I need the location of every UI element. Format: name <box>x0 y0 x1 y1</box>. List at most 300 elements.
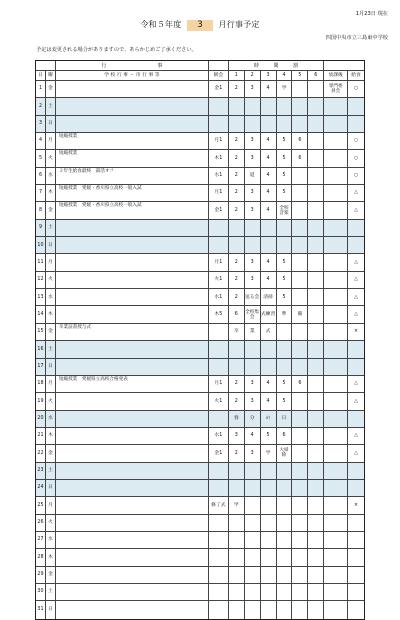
period-cell: 3 <box>245 376 261 392</box>
col-header-period-6: 6 <box>308 71 324 80</box>
events-cell <box>56 532 209 548</box>
period-cell: 2 <box>229 376 245 392</box>
period-cell <box>308 549 324 565</box>
period-cell <box>261 601 277 618</box>
after-school-cell <box>324 133 348 149</box>
group-blank <box>209 61 229 70</box>
period-cell <box>308 393 324 409</box>
col-header-period-4: 4 <box>277 71 293 80</box>
period-cell <box>308 376 324 392</box>
period-cell <box>308 168 324 184</box>
period-cell <box>308 445 324 461</box>
day-row <box>36 81 364 98</box>
group-blank <box>324 61 364 70</box>
events-cell <box>56 376 209 392</box>
col-header-after-school: 放課後 <box>324 71 348 80</box>
events-cell <box>56 254 209 270</box>
periods-group-header <box>229 61 325 70</box>
events-cell <box>56 445 209 461</box>
period-cell <box>229 359 245 375</box>
day-number: 10 <box>36 237 46 253</box>
day-of-week: 金 <box>46 202 56 218</box>
notice-text: 予定は変更される場合がありますので、あらかじめご了承ください。 <box>36 47 197 53</box>
day-number: 23 <box>36 463 46 479</box>
period-cell <box>308 584 324 600</box>
period-cell <box>308 497 324 513</box>
period-cell <box>245 601 261 618</box>
after-school-cell <box>324 567 348 583</box>
col-header-day: 日 <box>36 71 46 80</box>
morning-cell: 金1 <box>209 81 229 97</box>
events-cell <box>56 81 209 97</box>
morning-cell <box>209 567 229 583</box>
period-cell: 送る会 <box>245 289 261 305</box>
day-row <box>36 324 364 341</box>
day-number: 30 <box>36 584 46 600</box>
period-cell <box>292 324 308 340</box>
lunch-mark <box>348 98 364 114</box>
period-cell <box>229 341 245 357</box>
day-of-week: 火 <box>46 272 56 288</box>
period-cell: 式 <box>261 324 277 340</box>
period-cell <box>292 480 308 496</box>
period-cell <box>245 549 261 565</box>
period-cell <box>308 306 324 322</box>
day-of-week: 月 <box>46 133 56 149</box>
lunch-mark: △ <box>354 259 358 265</box>
events-cell <box>56 341 209 357</box>
event-text: 短縮授業 愛媛・香川県立高校一般入試 <box>58 186 142 192</box>
morning-cell: 火1 <box>209 272 229 288</box>
period-cell: 日 <box>277 411 293 427</box>
day-number: 28 <box>36 549 46 565</box>
period-cell: 4 <box>245 428 261 444</box>
period-cell <box>308 567 324 583</box>
period-cell <box>245 359 261 375</box>
period-cell: 2 <box>229 202 245 218</box>
day-of-week: 水 <box>46 411 56 427</box>
period-cell <box>229 220 245 236</box>
period-cell: の <box>261 411 277 427</box>
period-cell: 業 <box>245 324 261 340</box>
period-cell: 2 <box>229 445 245 461</box>
period-cell <box>292 289 308 305</box>
period-cell <box>245 220 261 236</box>
period-cell: 4 <box>261 393 277 409</box>
periods-group-char: 間 <box>273 63 279 69</box>
day-of-week: 水 <box>46 168 56 184</box>
col-header-morning: 朝会 <box>209 71 229 80</box>
period-cell <box>308 272 324 288</box>
lunch-mark <box>348 359 364 375</box>
period-cell <box>229 515 245 531</box>
day-row <box>36 220 364 237</box>
period-cell: 4 <box>261 185 277 201</box>
morning-cell <box>209 98 229 114</box>
period-cell: 5 <box>277 272 293 288</box>
events-cell <box>56 150 209 166</box>
day-number: 2 <box>36 98 46 114</box>
lunch-mark <box>348 116 364 132</box>
day-of-week: 火 <box>46 150 56 166</box>
events-group-char: 事 <box>157 63 163 69</box>
period-cell <box>308 237 324 253</box>
period-cell <box>292 411 308 427</box>
period-cell <box>292 272 308 288</box>
col-header-period-3: 3 <box>261 71 277 80</box>
period-cell <box>277 549 293 565</box>
period-text-line: 全校集 <box>245 309 260 315</box>
after-school-cell <box>324 445 348 461</box>
period-cell <box>229 567 245 583</box>
day-number: 7 <box>36 185 46 201</box>
period-cell <box>277 515 293 531</box>
period-cell <box>229 237 245 253</box>
period-cell <box>277 202 293 218</box>
period-cell <box>292 98 308 114</box>
period-cell <box>277 98 293 114</box>
events-cell <box>56 324 209 340</box>
period-cell: 3 <box>245 393 261 409</box>
period-cell: 2 <box>229 81 245 97</box>
morning-cell <box>209 515 229 531</box>
events-cell <box>56 116 209 132</box>
period-cell <box>292 601 308 618</box>
after-school-cell <box>324 411 348 427</box>
day-number: 25 <box>36 497 46 513</box>
period-cell: 2 <box>229 272 245 288</box>
after-school-cell <box>324 359 348 375</box>
after-school-cell <box>324 341 348 357</box>
day-row <box>36 393 364 410</box>
col-header-period-2: 2 <box>245 71 261 80</box>
title-suffix: 月行事予定 <box>218 20 260 29</box>
day-of-week: 木 <box>46 549 56 565</box>
period-cell: 3 <box>245 81 261 97</box>
period-cell <box>229 98 245 114</box>
day-of-week: 金 <box>46 324 56 340</box>
period-cell <box>261 584 277 600</box>
period-cell: 分 <box>245 411 261 427</box>
period-cell <box>308 150 324 166</box>
after-school-cell <box>324 289 348 305</box>
period-cell <box>261 359 277 375</box>
period-cell <box>292 359 308 375</box>
morning-cell <box>209 116 229 132</box>
period-cell: 5 <box>261 428 277 444</box>
day-number: 9 <box>36 220 46 236</box>
lunch-mark <box>348 341 364 357</box>
period-cell <box>261 532 277 548</box>
group-blank <box>36 61 56 70</box>
after-school-cell <box>324 254 348 270</box>
lunch-mark: △ <box>354 381 358 387</box>
period-cell <box>261 480 277 496</box>
period-cell <box>229 480 245 496</box>
day-number: 27 <box>36 532 46 548</box>
period-cell <box>292 445 308 461</box>
period-cell: 5 <box>277 393 293 409</box>
lunch-mark: △ <box>354 450 358 456</box>
period-cell <box>277 567 293 583</box>
period-cell <box>308 133 324 149</box>
day-row <box>36 463 364 480</box>
period-cell: 6 <box>229 306 245 322</box>
col-header-events: 学 校 行 事 ・ 市 行 事 等 <box>56 71 209 80</box>
events-cell <box>56 359 209 375</box>
period-cell: 6 <box>292 133 308 149</box>
period-cell <box>245 98 261 114</box>
period-text-line: 大掃 <box>279 448 289 454</box>
day-row <box>36 515 364 532</box>
event-text: 短縮授業 愛媛・香川県立高校一般入試 <box>58 203 142 209</box>
day-number: 26 <box>36 515 46 531</box>
after-school-cell <box>324 532 348 548</box>
after-school-cell <box>324 98 348 114</box>
period-cell: 6 <box>292 150 308 166</box>
morning-cell <box>209 341 229 357</box>
event-text: 短縮授業 愛媛県立高校合格発表 <box>58 376 128 382</box>
title-prefix: 令和５年度 <box>140 20 182 29</box>
period-cell <box>245 306 261 322</box>
lunch-mark <box>348 220 364 236</box>
after-school-text-line: 員会 <box>331 89 341 95</box>
page-title <box>0 19 400 31</box>
period-cell <box>229 584 245 600</box>
day-row <box>36 116 364 133</box>
event-text: 短縮授業 <box>58 151 78 157</box>
period-cell <box>261 463 277 479</box>
day-of-week: 月 <box>46 497 56 513</box>
day-number: 31 <box>36 601 46 618</box>
period-cell <box>308 254 324 270</box>
period-cell <box>245 341 261 357</box>
day-of-week: 土 <box>46 463 56 479</box>
day-of-week: 日 <box>46 480 56 496</box>
day-number: 21 <box>36 428 46 444</box>
period-cell <box>308 428 324 444</box>
day-number: 20 <box>36 411 46 427</box>
day-row <box>36 411 364 428</box>
events-cell <box>56 515 209 531</box>
after-school-cell <box>324 168 348 184</box>
period-cell <box>229 549 245 565</box>
period-cell: 5 <box>277 168 293 184</box>
morning-cell <box>209 324 229 340</box>
day-row <box>36 584 364 601</box>
lunch-mark <box>348 601 364 618</box>
period-cell <box>292 168 308 184</box>
period-cell <box>292 393 308 409</box>
day-row <box>36 445 364 462</box>
period-cell: 4 <box>261 150 277 166</box>
morning-cell <box>209 463 229 479</box>
lunch-mark: ○ <box>353 173 359 179</box>
day-of-week: 土 <box>46 98 56 114</box>
period-cell <box>277 237 293 253</box>
morning-cell: 水1 <box>209 168 229 184</box>
period-cell: 4 <box>261 376 277 392</box>
day-number: 15 <box>36 324 46 340</box>
after-school-cell <box>324 324 348 340</box>
period-cell <box>308 601 324 618</box>
day-row <box>36 272 364 289</box>
after-school-cell <box>324 272 348 288</box>
period-cell: 3 <box>245 272 261 288</box>
day-number: 3 <box>36 116 46 132</box>
period-cell <box>292 532 308 548</box>
lunch-mark: △ <box>354 398 358 404</box>
events-cell <box>56 601 209 618</box>
periods-group-char: 割 <box>293 63 299 69</box>
period-cell: 3 <box>245 254 261 270</box>
day-row <box>36 532 364 549</box>
period-text-line: 会 <box>249 314 255 320</box>
period-cell <box>292 584 308 600</box>
events-group-header <box>56 61 209 70</box>
day-of-week: 日 <box>46 237 56 253</box>
day-number: 29 <box>36 567 46 583</box>
period-cell: 2 <box>229 254 245 270</box>
lunch-mark: △ <box>354 311 358 317</box>
periods-group-char: 時 <box>254 63 260 69</box>
day-of-week: 水 <box>46 289 56 305</box>
period-cell <box>308 98 324 114</box>
after-school-cell <box>324 393 348 409</box>
period-cell <box>229 463 245 479</box>
period-cell <box>308 220 324 236</box>
period-cell <box>245 116 261 132</box>
day-row <box>36 567 364 584</box>
day-number: 17 <box>36 359 46 375</box>
lunch-mark: △ <box>354 433 358 439</box>
lunch-mark: △ <box>354 294 358 300</box>
period-cell: 5 <box>277 254 293 270</box>
period-cell <box>308 81 324 97</box>
period-cell <box>292 202 308 218</box>
lunch-mark: △ <box>354 190 358 196</box>
day-row <box>36 376 364 393</box>
period-cell <box>308 515 324 531</box>
period-cell <box>261 567 277 583</box>
period-text-line: 除 <box>281 453 287 459</box>
after-school-cell <box>324 584 348 600</box>
day-of-week: 木 <box>46 428 56 444</box>
day-row <box>36 428 364 445</box>
period-cell <box>261 98 277 114</box>
day-row <box>36 237 364 254</box>
col-header-lunch: 給食 <box>351 72 361 78</box>
morning-cell <box>209 480 229 496</box>
period-cell <box>277 359 293 375</box>
period-cell: 4 <box>261 202 277 218</box>
period-cell <box>308 411 324 427</box>
morning-cell: 水1 <box>209 428 229 444</box>
day-of-week: 木 <box>46 185 56 201</box>
day-row <box>36 341 364 358</box>
period-cell: 5 <box>277 185 293 201</box>
day-row <box>36 254 364 271</box>
event-text: 短縮授業 <box>58 134 78 140</box>
after-school-cell <box>324 497 348 513</box>
events-cell <box>56 220 209 236</box>
period-cell <box>245 463 261 479</box>
period-cell <box>292 515 308 531</box>
col-header-dow: 曜 <box>46 71 56 80</box>
period-cell <box>308 480 324 496</box>
period-cell: 準 <box>277 306 293 322</box>
lunch-mark <box>348 237 364 253</box>
period-cell <box>277 463 293 479</box>
period-cell <box>308 463 324 479</box>
period-cell: 学 <box>277 81 293 97</box>
after-school-cell <box>324 463 348 479</box>
after-school-cell <box>324 306 348 322</box>
after-school-cell <box>324 376 348 392</box>
period-cell <box>245 532 261 548</box>
as-of-date: 1月23日 現在 <box>355 11 388 17</box>
after-school-cell <box>324 515 348 531</box>
morning-cell <box>209 411 229 427</box>
day-number: 22 <box>36 445 46 461</box>
period-cell <box>277 116 293 132</box>
day-row <box>36 289 364 306</box>
lunch-mark: ○ <box>353 138 359 144</box>
after-school-cell <box>324 185 348 201</box>
group-header-row <box>36 61 364 71</box>
schedule-table <box>35 60 365 620</box>
lunch-mark <box>348 532 364 548</box>
period-cell <box>229 601 245 618</box>
morning-cell: 月1 <box>209 254 229 270</box>
day-number: 6 <box>36 168 46 184</box>
period-cell <box>229 116 245 132</box>
morning-cell <box>209 532 229 548</box>
period-cell <box>245 515 261 531</box>
day-of-week: 水 <box>46 532 56 548</box>
after-school-cell <box>324 81 348 97</box>
morning-cell <box>209 220 229 236</box>
day-of-week: 日 <box>46 601 56 618</box>
period-cell <box>292 463 308 479</box>
period-cell: 3 <box>229 428 245 444</box>
period-cell <box>277 324 293 340</box>
events-cell <box>56 168 209 184</box>
period-cell: 4 <box>261 133 277 149</box>
period-cell <box>277 584 293 600</box>
morning-cell <box>209 237 229 253</box>
period-cell <box>292 428 308 444</box>
day-row <box>36 98 364 115</box>
morning-cell <box>209 584 229 600</box>
day-of-week: 土 <box>46 220 56 236</box>
events-cell <box>56 185 209 201</box>
period-cell <box>277 601 293 618</box>
period-cell <box>245 584 261 600</box>
period-cell: 4 <box>261 81 277 97</box>
lunch-mark: ○ <box>353 155 359 161</box>
lunch-mark: × <box>354 502 359 508</box>
period-cell <box>292 185 308 201</box>
period-cell <box>277 532 293 548</box>
events-group-char: 行 <box>101 63 107 69</box>
period-cell: 5 <box>277 376 293 392</box>
morning-cell: 月1 <box>209 133 229 149</box>
day-row <box>36 601 364 618</box>
morning-cell: 木5 <box>209 306 229 322</box>
period-cell: 3 <box>245 133 261 149</box>
events-cell <box>56 133 209 149</box>
